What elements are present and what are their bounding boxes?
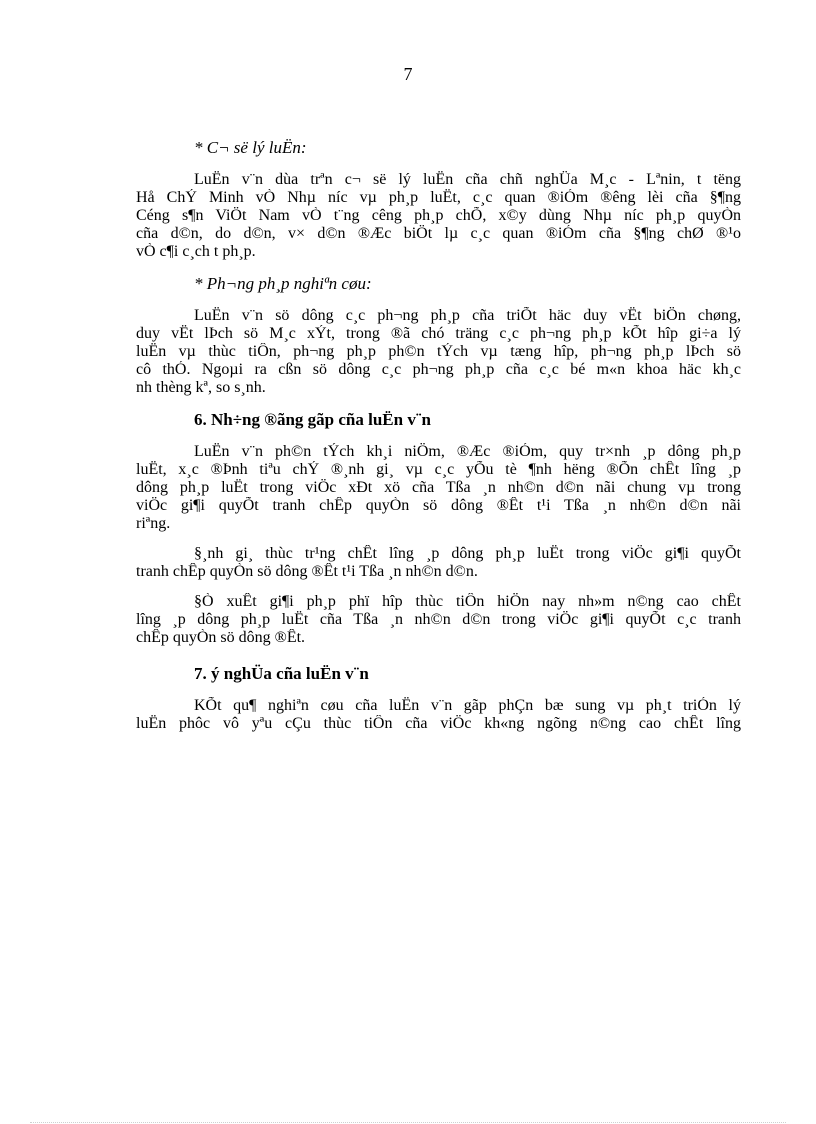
text-line: Céng s¶n ViÖt Nam vÒ t¨ng cêng ph¸p chÕ, x©y dùng Nhµ níc ph¸p quyÒn bbox=[136, 207, 741, 224]
text-line: cô thÓ. Ngoµi ra cßn sö dông c¸c ph¬ng ph¸p cña c¸c bé m«n khoa häc kh¸c bbox=[136, 361, 741, 378]
text-line: luËn vµ thùc tiÔn, ph¬ng ph¸p ph©n tÝch vµ tæng hîp, ph¬ng ph¸p lÞch sö bbox=[136, 343, 741, 360]
text-line: LuËn v¨n ph©n tÝch kh¸i niÖm, ®Æc ®iÓm, quy tr×nh ¸p dông ph¸p bbox=[194, 443, 741, 460]
method-paragraph bbox=[136, 307, 741, 397]
text-line: dông ph¸p luËt trong viÖc xÐt xö cña Tßa ¸n nh©n d©n nãi chung vµ trong bbox=[136, 479, 741, 496]
text-line: viÖc gi¶i quyÕt tranh chÊp quyÒn sö dông ®Êt t¹i Tßa ¸n nh©n d©n nãi bbox=[136, 497, 741, 514]
text-line: luËn phôc vô yªu cÇu thùc tiÔn cña viÖc kh«ng ngõng n©ng cao chÊt lîng bbox=[136, 715, 741, 732]
text-line: Hå ChÝ Minh vÒ Nhµ níc vµ ph¸p luËt, c¸c quan ®iÓm ®êng lèi cña §¶ng bbox=[136, 189, 741, 206]
text-line: duy vËt lÞch sö M¸c xÝt, trong ®ã chó träng c¸c ph¬ng ph¸p kÕt hîp gi÷a lý bbox=[136, 325, 741, 342]
method-heading: * Ph¬ng ph¸p nghiªn cøu: bbox=[194, 274, 372, 293]
basis-heading: * C¬ së lý luËn: bbox=[194, 138, 307, 157]
section-7-heading: 7. ý nghÜa cña luËn v¨n bbox=[194, 664, 369, 683]
section-6-paragraph-3 bbox=[136, 593, 741, 647]
text-line: riªng. bbox=[136, 515, 171, 532]
text-line: chÊp quyÒn sö dông ®Êt. bbox=[136, 629, 306, 646]
text-line: vÒ c¶i c¸ch t ph¸p. bbox=[136, 243, 256, 260]
text-line: nh thèng kª, so s¸nh. bbox=[136, 379, 266, 396]
text-line: LuËn v¨n dùa trªn c¬ së lý luËn cña chñ nghÜa M¸c - Lªnin, t tëng bbox=[194, 171, 741, 188]
basis-paragraph bbox=[136, 171, 741, 261]
section-6-paragraph-2 bbox=[136, 545, 741, 581]
document-body bbox=[136, 133, 741, 733]
text-line: lîng ¸p dông ph¸p luËt cña Tßa ¸n nh©n d©n trong viÖc gi¶i quyÕt c¸c tranh bbox=[136, 611, 741, 628]
section-7-paragraph-1 bbox=[136, 697, 741, 733]
text-line: cña d©n, do d©n, v× d©n ®Æc biÖt lµ c¸c quan ®iÓm cña §¶ng chØ ®¹o bbox=[136, 225, 741, 242]
text-line: luËt, x¸c ®Þnh tiªu chÝ ®¸nh gi¸ vµ c¸c yÕu tè ¶nh hëng ®Õn chÊt lîng ¸p bbox=[136, 461, 741, 478]
text-line: §¸nh gi¸ thùc tr¹ng chÊt lîng ¸p dông ph¸p luËt trong viÖc gi¶i quyÕt bbox=[194, 545, 741, 562]
text-line: §Ò xuÊt gi¶i ph¸p phï hîp thùc tiÔn hiÖn nay nh»m n©ng cao chÊt bbox=[194, 593, 741, 610]
section-6-paragraph-1 bbox=[136, 443, 741, 533]
text-line: LuËn v¨n sö dông c¸c ph¬ng ph¸p cña triÕt häc duy vËt biÖn chøng, bbox=[194, 307, 741, 324]
text-line: KÕt qu¶ nghiªn cøu cña luËn v¨n gãp phÇn bæ sung vµ ph¸t triÓn lý bbox=[194, 697, 741, 714]
section-6-heading: 6. Nh÷ng ®ãng gãp cña luËn v¨n bbox=[194, 410, 431, 429]
page-number: 7 bbox=[403, 64, 413, 84]
text-line: tranh chÊp quyÒn sö dông ®Êt t¹i Tßa ¸n nh©n d©n. bbox=[136, 563, 478, 580]
